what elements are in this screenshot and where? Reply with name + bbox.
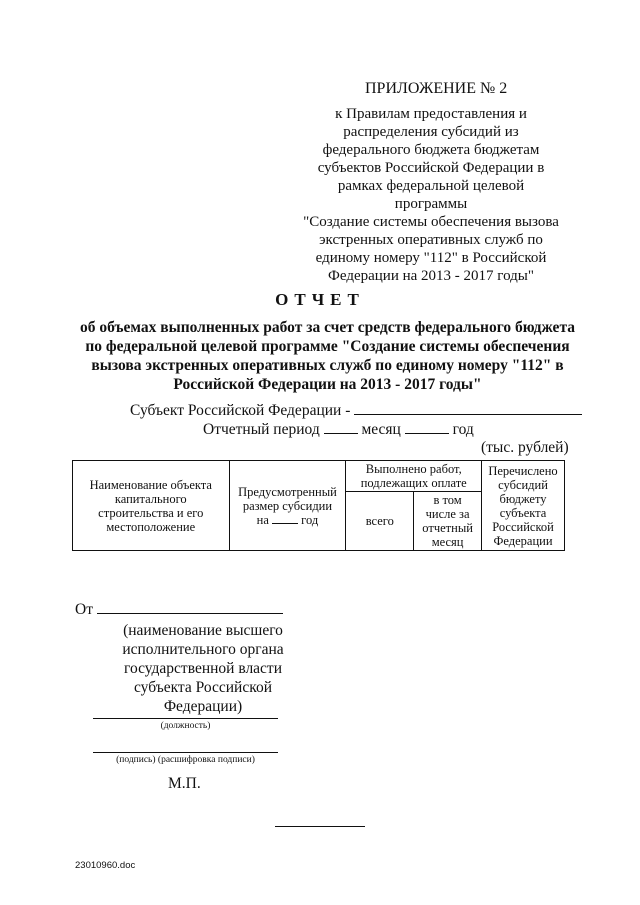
subject-label: Субъект Российской Федерации -	[130, 402, 351, 419]
month-label: месяц	[361, 421, 401, 438]
year-blank	[272, 513, 298, 524]
col-object-name: Наименование объекта капитального строительства и его местоположение	[73, 461, 230, 551]
col-work-done: Выполнено работ, подлежащих оплате	[346, 461, 482, 492]
subject-row	[130, 402, 582, 420]
period-row	[203, 421, 474, 439]
units-note: (тыс. рублей)	[481, 439, 569, 456]
report-subtitle	[75, 318, 580, 394]
appendix-line: "Создание системы обеспечения вызова	[303, 214, 559, 230]
report-subtitle-line: по федеральной целевой программе "Создание системы обеспечения	[85, 338, 570, 355]
period-blank	[324, 421, 358, 434]
position-line	[93, 718, 278, 719]
divider	[275, 826, 365, 827]
footer-filename: 23010960.doc	[75, 860, 136, 871]
appendix-line: единому номеру "112" в Российской	[315, 250, 547, 266]
year-label: год	[452, 421, 474, 438]
month-blank	[405, 421, 449, 434]
appendix-line: Федерации на 2013 - 2017 годы"	[328, 268, 534, 284]
signature-caption: (подпись) (расшифровка подписи)	[116, 755, 255, 765]
col-work-total: всего	[346, 492, 414, 551]
stamp-place: М.П.	[168, 775, 201, 792]
appendix-line: экстренных оперативных служб по	[319, 232, 543, 248]
report-subtitle-line: вызова экстренных оперативных служб по единому номеру "112" в	[91, 357, 564, 374]
from-label: От	[75, 601, 93, 618]
col-transferred: Перечислено субсидий бюджету субъекта Российской Федерации	[482, 461, 565, 551]
appendix-text	[300, 105, 562, 285]
subject-blank	[354, 402, 582, 415]
period-label: Отчетный период	[203, 421, 320, 438]
report-subtitle-line: об объемах выполненных работ за счет средств федерального бюджета	[79, 319, 575, 336]
from-note: (наименование высшего исполнительного органа государственной власти субъекта Российской Федерации)	[122, 622, 284, 715]
position-caption: (должность)	[160, 721, 211, 731]
report-subtitle-line: Российской Федерации на 2013 - 2017 годы"	[173, 376, 482, 393]
appendix-line: федерального бюджета бюджетам	[322, 142, 540, 158]
appendix-line: рамках федеральной целевой программы	[337, 178, 525, 212]
col-work-month: в том числе за отчетный месяц	[414, 492, 482, 551]
from-blank	[97, 601, 283, 614]
col-planned-subsidy: Предусмотренный размер субсидии на год	[229, 461, 346, 551]
appendix-title: ПРИЛОЖЕНИЕ № 2	[365, 80, 508, 97]
report-title: ОТЧЕТ	[275, 290, 365, 309]
appendix-line: к Правилам предоставления и	[335, 106, 527, 122]
report-table	[72, 460, 565, 551]
signature-line	[93, 752, 278, 753]
appendix-line: субъектов Российской Федерации в	[317, 160, 545, 176]
from-row	[75, 600, 283, 619]
appendix-line: распределения субсидий из	[343, 124, 519, 140]
